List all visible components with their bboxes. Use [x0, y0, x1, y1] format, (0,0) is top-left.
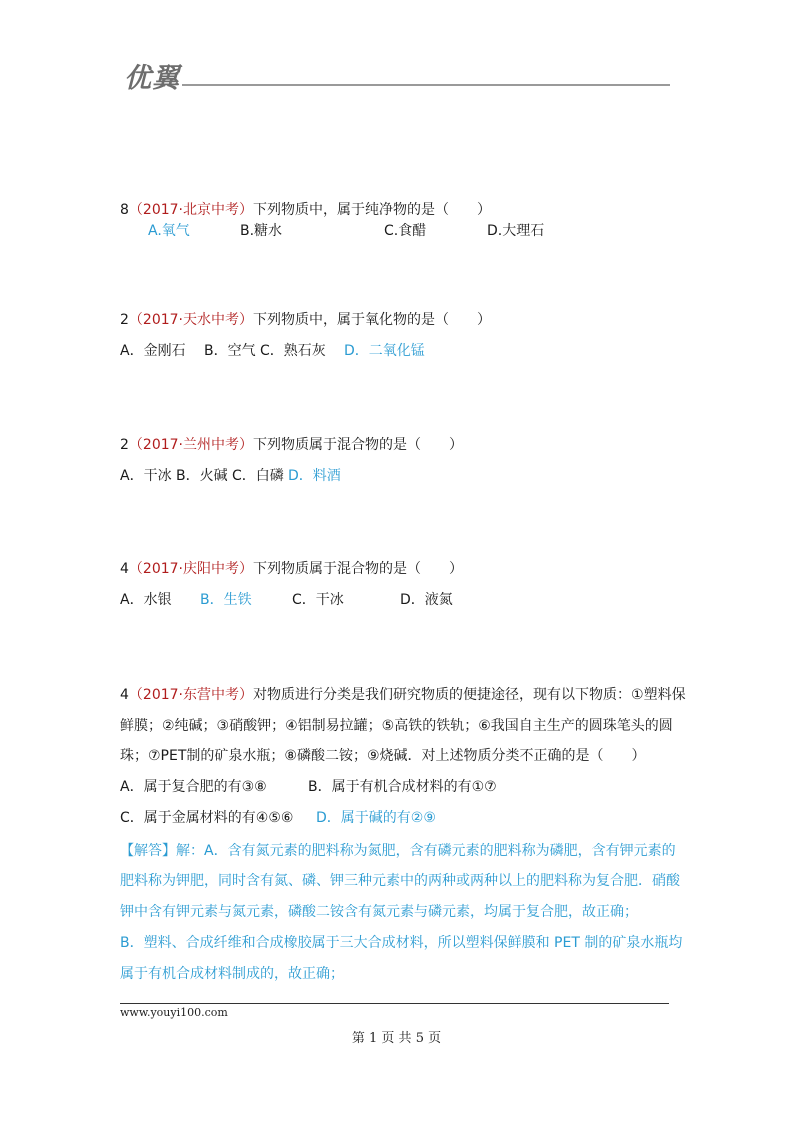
option-b: B．属于有机合成材料的有①⑦ — [308, 779, 497, 795]
footer-url: www.youyi100.com — [120, 1006, 228, 1019]
question-3-options — [120, 465, 341, 487]
question-number: 2 — [120, 437, 129, 453]
option-c: C．干冰 — [292, 592, 344, 608]
option-c: C．熟石灰 — [260, 343, 326, 359]
option-d: D．属于碱的有②⑨ — [316, 810, 436, 826]
option-a: A．金刚石 — [120, 343, 186, 359]
question-5-stem-line-1 — [120, 684, 686, 706]
answer-line-4: B．塑料、合成纤维和合成橡胶属于三大合成材料，所以塑料保鲜膜和 PET 制的矿泉水瓶均 — [120, 935, 683, 951]
header-divider — [182, 84, 670, 86]
answer-line-2: 肥料称为钾肥，同时含有氮、磷、钾三种元素中的两种或两种以上的肥料称为复合肥．硝酸 — [120, 873, 680, 889]
question-5-options-row-2 — [120, 807, 436, 829]
question-number: 2 — [120, 312, 129, 328]
brand-logo: 优翼 — [124, 63, 180, 94]
question-5-stem-line-2: 鲜膜；②纯碱；③硝酸钾；④铝制易拉罐；⑤高铁的铁轨；⑥我国自主生产的圆珠笔头的圆 — [120, 718, 673, 734]
option-c: C.食醋 — [384, 223, 427, 239]
option-a: A.氧气 — [148, 223, 190, 239]
option-d: D．二氧化锰 — [344, 343, 425, 359]
option-b: B．空气 — [204, 343, 256, 359]
option-b: B．火碱 — [176, 468, 228, 484]
option-d: D.大理石 — [487, 223, 545, 239]
question-5-stem-line-3: 珠；⑦PET制的矿泉水瓶；⑧磷酸二铵；⑨烧碱．对上述物质分类不正确的是（ ） — [120, 748, 646, 764]
question-text: 下列物质中，属于纯净物的是（ ） — [253, 202, 492, 218]
question-4-options — [120, 589, 453, 611]
option-a: A．水银 — [120, 592, 172, 608]
option-a: A．属于复合肥的有③⑧ — [120, 779, 267, 795]
question-3-stem — [120, 434, 463, 456]
question-source: （2017·庆阳中考） — [128, 561, 254, 577]
option-b: B．生铁 — [200, 592, 252, 608]
question-text: 下列物质属于混合物的是（ ） — [253, 561, 464, 577]
question-number: 4 — [120, 561, 129, 577]
answer-line-3: 钾中含有钾元素与氮元素，磷酸二铵含有氮元素与磷元素，均属于复合肥，故正确； — [120, 904, 638, 920]
question-text: 下列物质中，属于氧化物的是（ ） — [253, 312, 492, 328]
question-number: 8 — [120, 202, 129, 218]
question-text: 下列物质属于混合物的是（ ） — [253, 437, 464, 453]
question-source: （2017·北京中考） — [128, 202, 254, 218]
question-number: 4 — [120, 687, 129, 703]
question-source: （2017·东营中考） — [128, 687, 254, 703]
footer-divider — [120, 1003, 669, 1004]
option-b: B.糖水 — [240, 223, 283, 239]
page-number: 第 1 页 共 5 页 — [351, 1031, 442, 1046]
question-text: 对物质进行分类是我们研究物质的便捷途径，现有以下物质：①塑料保 — [253, 687, 686, 703]
question-2-stem — [120, 309, 491, 331]
question-5-options-row-1 — [120, 776, 497, 798]
question-source: （2017·兰州中考） — [128, 437, 254, 453]
question-4-stem — [120, 558, 463, 580]
question-source: （2017·天水中考） — [128, 312, 254, 328]
question-1-options — [148, 220, 544, 242]
answer-line-5: 属于有机合成材料制成的，故正确； — [120, 966, 344, 982]
question-2-options — [120, 340, 425, 362]
option-a: A．干冰 — [120, 468, 172, 484]
option-c: C．属于金属材料的有④⑤⑥ — [120, 810, 294, 826]
answer-label: 【解答】 — [120, 843, 176, 859]
option-d: D．料酒 — [288, 468, 341, 484]
answer-line-1: 【解答】解：A．含有氮元素的肥料称为氮肥，含有磷元素的肥料称为磷肥，含有钾元素的 — [120, 843, 676, 859]
option-c: C．白磷 — [232, 468, 284, 484]
question-1-stem — [120, 199, 491, 221]
option-d: D．液氮 — [400, 592, 453, 608]
